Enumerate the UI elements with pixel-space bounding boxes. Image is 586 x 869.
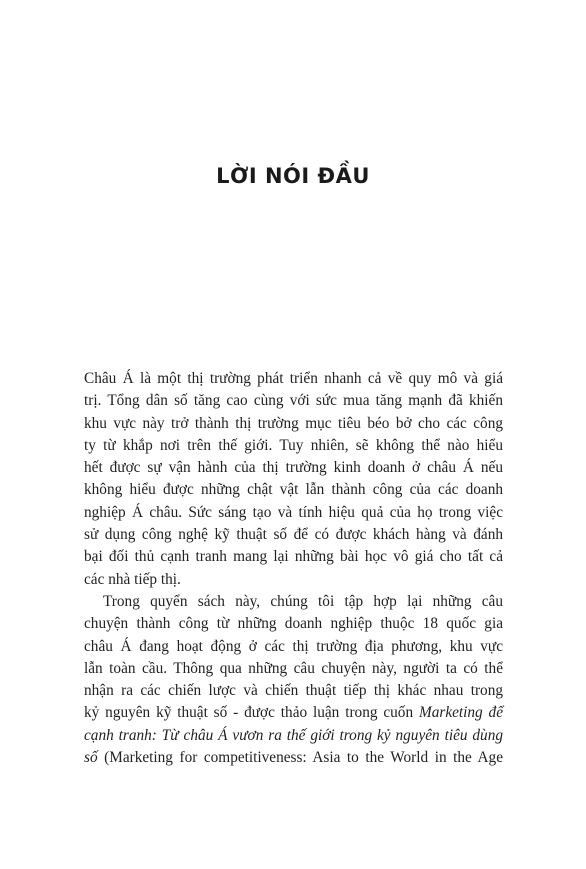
text-line: bại đối thủ cạnh tranh mang lại những bài học vô giá cho tất cả — [84, 548, 503, 566]
plain-text: kỷ nguyên kỹ thuật số - được thảo luận trong cuốn — [84, 704, 419, 722]
text-line — [84, 747, 503, 769]
body-text — [84, 368, 503, 769]
chapter-title: LỜI NÓI ĐẦU — [216, 164, 370, 188]
text-line: lẫn toàn cầu. Thông qua những câu chuyện này, người ta có thể — [84, 659, 503, 677]
text-line: trị. Tổng dân số tăng cao cùng với sức mua tăng mạnh đã khiến — [84, 392, 503, 410]
text-line: không hiểu được những chật vật lẫn thành công của các doanh — [84, 481, 503, 499]
text-line: châu Á đang hoạt động ở các thị trường địa phương, khu vực — [84, 637, 503, 655]
text-line: ty từ khắp nơi trên thế giới. Tuy nhiên, sẽ không thể nào hiểu — [84, 436, 503, 454]
text-line: nghiệp Á châu. Sức sáng tạo và tính hiệu quả của họ trong việc — [84, 503, 503, 521]
text-line: khu vực này trở thành thị trường mục tiêu béo bở cho các công — [84, 414, 503, 432]
text-line: hết được sự vận hành của thị trường kinh doanh ở châu Á nếu — [84, 459, 503, 477]
text-line: nhận ra các chiến lược và chiến thuật tiếp thị khác nhau trong — [84, 682, 503, 700]
text-line: các nhà tiếp thị. — [84, 570, 181, 588]
text-line — [84, 702, 503, 724]
text-line: sử dụng công nghệ kỹ thuật số để có được khách hàng và đánh — [84, 526, 503, 544]
text-line: Trong quyển sách này, chúng tôi tập hợp lại những câu — [103, 592, 503, 610]
book-title-italic: số — [84, 749, 98, 767]
plain-text: (Marketing for competitiveness: Asia to the World in the Age — [97, 749, 503, 767]
book-title-italic: cạnh tranh: Từ châu Á vươn ra thế giới trong kỷ nguyên tiêu dùng — [84, 726, 503, 744]
text-line: chuyện thành công từ những doanh nghiệp thuộc 18 quốc gia — [84, 615, 503, 633]
text-line: Châu Á là một thị trường phát triển nhanh cả về quy mô và giá — [84, 370, 503, 387]
book-title-italic: Marketing để — [418, 704, 503, 722]
